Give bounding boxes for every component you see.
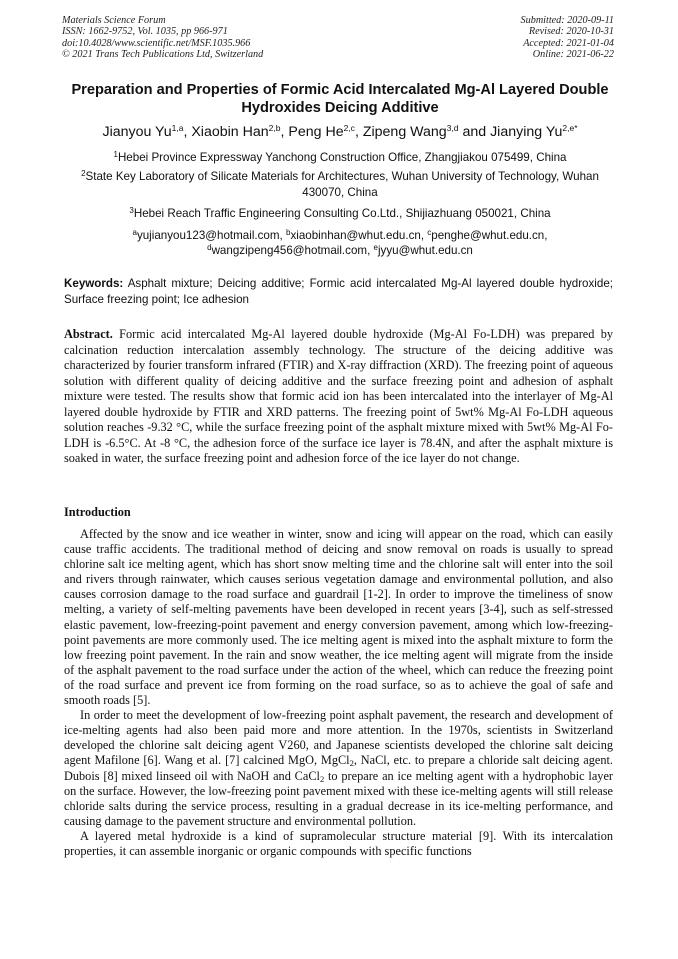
abstract-text: Formic acid intercalated Mg-Al layered double hydroxide (Mg-Al Fo-LDH) was prepared by calcination reduction intercalation assembly technology. The structure of the deicing additive was characterized by fourier transform infrared (FTIR) and X-ray diffraction (XRD). The freezing point of aqueous solution with different quality of deicing additive and the surface freezing point and adhesion of asphalt mixture were tested. The results show that formic acid ion has been intercalated into the interlayer of Mg-Al layered double hydroxide by FTIR and XRD patterns. The freezing point of 5wt% Mg-Al Fo-LDH aqueous solution reaches -9.32 °C, while the surface freezing point of the asphalt mixture mixed with 5wt% Mg-Al Fo-LDH is -6.5°C. At -8 °C, the adhesion force of the surface ice layer is 78.4N, and after the asphalt mixture is soaked in water, the surface freezing point and adhesion force of the ice layer do not change.	[64, 327, 613, 465]
affiliation-text: Hebei Reach Traffic Engineering Consulting Co.Ltd., Shijiazhuang 050021, China	[133, 207, 551, 220]
email-address[interactable]: yujianyou123@hotmail.com	[136, 229, 280, 242]
author-name: Jianyou Yu	[102, 124, 172, 140]
affiliation-text: Hebei Province Expressway Yanchong Construction Office, Zhangjiakou 075499, China	[117, 151, 567, 164]
email-mark: c	[427, 228, 432, 237]
author-name: Jianying Yu	[490, 124, 563, 140]
email-mark: e	[373, 243, 378, 252]
affiliation-mark: 1	[113, 150, 118, 159]
paragraph-text: , NaCl, etc. to prepare a chloride salt deicing agent. Dubois [8] mixed linseed oil with NaOH and CaCl	[64, 753, 613, 783]
email-address[interactable]: jyyu@whut.edu.cn	[377, 244, 473, 257]
paper-title: Preparation and Properties of Formic Acid Intercalated Mg-Al Layered Double Hydroxides Deicing Additive	[71, 82, 609, 116]
author-name: Xiaobin Han	[191, 124, 269, 140]
keywords-label: Keywords:	[64, 277, 124, 290]
journal-name: Materials Science Forum	[62, 15, 166, 26]
journal-issn: ISSN: 1662-9752, Vol. 1035, pp 966-971	[62, 26, 228, 38]
author-separator: ,	[354, 124, 363, 140]
affiliation-3	[40, 206, 640, 222]
abstract-section	[64, 327, 613, 467]
email-list: $^a$yujianyou123@hotmail.com, $^b$xiaobinhan@whut.edu.cn, $^c$penghe@whut.edu.cn, $^d$wangzipeng456@hotmail.com, $^e$jyyu@whut.edu.cn	[132, 228, 548, 257]
affiliation-1	[40, 150, 640, 166]
author-name: Zipeng Wang	[362, 124, 447, 140]
affiliation-text: State Key Laboratory of Silicate Materials for Architectures, Wuhan University of Technology, Wuhan 430070, China	[85, 170, 599, 199]
keywords-section	[64, 276, 613, 307]
author-separator: ,	[183, 124, 192, 140]
journal-copyright: © 2021 Trans Tech Publications Ltd, Switzerland	[62, 49, 264, 61]
subscript: 2	[319, 773, 325, 784]
paragraph-text: to prepare an ice melting agent with a hydrophobic layer on the surface. However, the low-freezing point pavement mixed with these ice-melting agents will still release chloride salts during the service process, resulting in a gradual decrease in its ice-melting performance, and causing damage to the pavement structure and environmental pollution.	[64, 768, 613, 828]
author-affiliation-mark: 2,b	[268, 123, 281, 133]
date-online: Online: 2021-06-22	[532, 49, 614, 61]
paragraph-text: In order to meet the development of low-freezing point asphalt pavement, the research and development of ice-melting agents had also been paid more and more attention. In the 1970s, scientists in Switzerland developed the chlorine salt deicing agent V260, and Japanese scientists developed the chlorine salt deicing agent Mafilone [6]. Wang et al. [7] calcined MgO, MgCl	[64, 708, 613, 768]
keywords-text: Asphalt mixture; Deicing additive; Formic acid intercalated Mg-Al layered double hydroxide; Surface freezing point; Ice adhesion	[64, 277, 613, 306]
publication-dates	[521, 15, 614, 61]
abstract-label: Abstract.	[64, 327, 113, 341]
date-accepted: Accepted: 2021-01-04	[523, 37, 614, 49]
email-mark: b	[286, 228, 291, 237]
affiliation-mark: 3	[129, 206, 134, 215]
author-affiliation-mark: 2,e*	[562, 123, 578, 133]
date-submitted: Submitted: 2020-09-11	[520, 15, 614, 26]
author-name: Peng He	[288, 124, 344, 140]
subscript: 2	[349, 758, 354, 769]
email-mark: d	[207, 243, 212, 252]
introduction-body	[64, 527, 613, 859]
email-address[interactable]: wangzipeng456@hotmail.com	[211, 244, 368, 257]
journal-info	[62, 15, 263, 61]
author-separator: ,	[280, 124, 289, 140]
affiliation-mark: 2	[81, 169, 86, 178]
author-affiliation-mark: 1,a	[171, 123, 184, 133]
author-affiliation-mark: 2,c	[343, 123, 355, 133]
author-affiliation-mark: 3,d	[446, 123, 459, 133]
author-separator: and	[458, 124, 491, 140]
author-list	[40, 123, 640, 141]
email-address[interactable]: xiaobinhan@whut.edu.cn	[290, 229, 421, 242]
introduction-heading: Introduction	[64, 505, 131, 519]
paragraph	[64, 708, 613, 829]
paragraph: Affected by the snow and ice weather in winter, snow and icing will appear on the road, which can easily cause traffic accidents. The traditional method of deicing and snow removal on roads is usually to spread chlorine salt ice melting agent, which has short snow melting time and the chlorine salt will enter into the soil and rivers through rainwater, which causes serious vegetation damage and environmental pollution, and also causes corrosion damage to the road surface and guardrail [1-2]. In order to improve the timeliness of snow melting, a variety of self-melting pavements have been developed in recent years [3-4], such as self-stressed elastic pavement, low-freezing-point pavement and energy conversion pavement, among which low-freezing-point pavements are more commonly used. The ice melting agent is mixed into the asphalt mixture to form the low freezing point pavement. In the rain and snow weather, the ice melting agent will migrate from the inside of the asphalt pavement to the road surface under the action of the wheel, which can reduce the freezing point of the road surface and prevent ice from forming on the road surface, so as to achieve the goal of safe and smooth roads [5].	[64, 527, 613, 708]
paragraph: A layered metal hydroxide is a kind of supramolecular structure material [9]. With its intercalation properties, it can assemble inorganic or organic compounds with specific functions	[64, 828, 613, 858]
affiliation-2	[70, 169, 610, 201]
journal-doi: doi:10.4028/www.scientific.net/MSF.1035.966	[62, 37, 251, 49]
email-address[interactable]: penghe@whut.edu.cn	[431, 229, 545, 242]
email-mark: a	[132, 228, 137, 237]
date-revised: Revised: 2020-10-31	[528, 26, 614, 38]
